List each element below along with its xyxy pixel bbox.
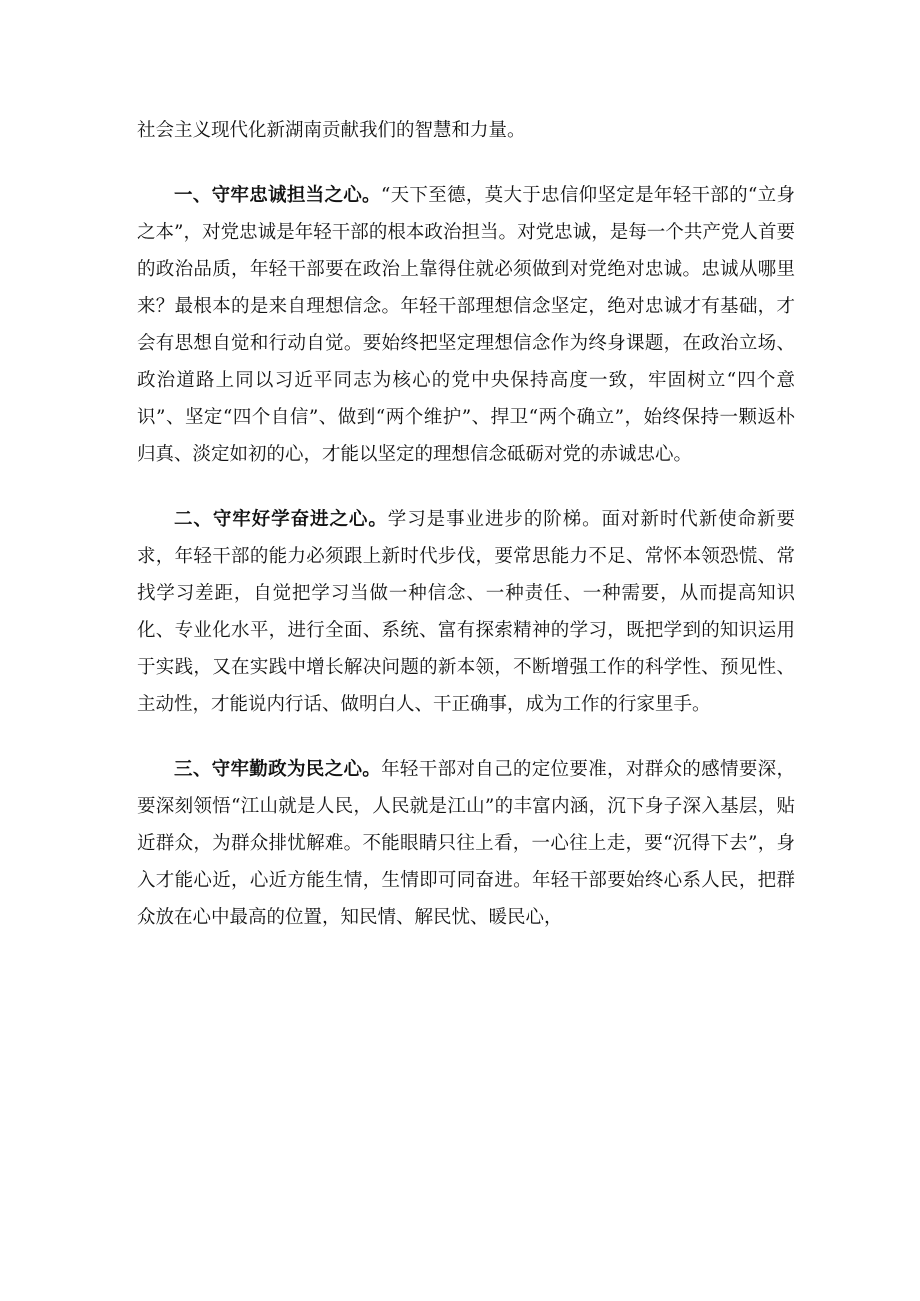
paragraph-heading: 二、守牢好学奋进之心。 [174, 509, 388, 530]
paragraph-continuation [137, 112, 795, 149]
paragraph-heading: 三、守牢勤政为民之心。 [174, 759, 382, 780]
paragraph-service [137, 751, 795, 936]
paragraph-text: 社会主义现代化新湖南贡献我们的智慧和力量。 [137, 120, 526, 141]
paragraph-text: 学习是事业进步的阶梯。面对新时代新使命新要求，年轻干部的能力必须跟上新时代步伐，要常思能力不足、常怀本领恐慌、常找学习差距，自觉把学习当做一种信念、一种责任、一种需要，从而提高知识化、专业化水平，进行全面、系统、富有探索精神的学习，既把学到的知识运用于实践，又在实践中增长解决问题的新本领，不断增强工作的科学性、预见性、主动性，才能说内行话、做明白人、干正确事，成为工作的行家里手。 [137, 509, 795, 715]
paragraph-loyalty [137, 177, 795, 473]
paragraph-heading: 一、守牢忠诚担当之心。 [174, 185, 381, 206]
paragraph-learning [137, 501, 795, 723]
paragraph-text: “天下至德，莫大于忠信仰坚定是年轻干部的“立身之本”，对党忠诚是年轻干部的根本政治担当。对党忠诚，是每一个共产党人首要的政治品质，年轻干部要在政治上靠得住就必须做到对党绝对忠诚。忠诚从哪里来？最根本的是来自理想信念。年轻干部理想信念坚定，绝对忠诚才有基础，才会有思想自觉和行动自觉。要始终把坚定理想信念作为终身课题，在政治立场、政治道路上同以习近平同志为核心的党中央保持高度一致，牢固树立“四个意识”、坚定“四个自信”、做到“两个维护”、捍卫“两个确立”，始终保持一颗返朴归真、淡定如初的心，才能以坚定的理想信念砥砺对党的赤诚忠心。 [137, 185, 795, 465]
paragraph-text: 年轻干部对自己的定位要准，对群众的感情要深，要深刻领悟“江山就是人民，人民就是江山”的丰富内涵，沉下身子深入基层，贴近群众，为群众排忧解难。不能眼睛只往上看，一心往上走，要“沉得下去”，身入才能心近，心近方能生情，生情即可同奋进。年轻干部要始终心系人民，把群众放在心中最高的位置，知民情、解民忧、暖民心， [137, 759, 795, 928]
document-body [137, 112, 795, 964]
